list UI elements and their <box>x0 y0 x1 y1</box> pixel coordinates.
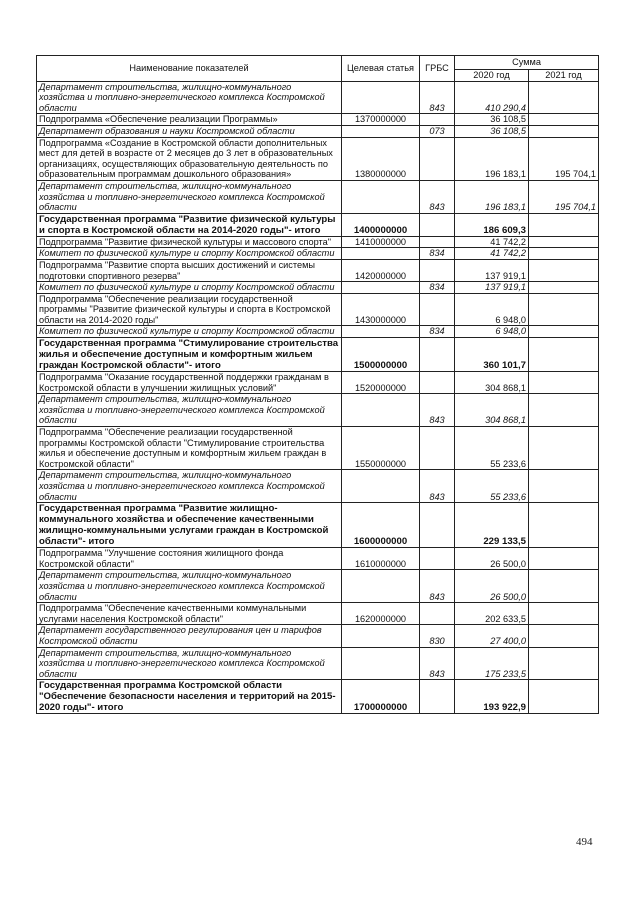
cell-grbs: 834 <box>420 326 455 338</box>
cell-name: Государственная программа "Стимулирование строительства жилья и обеспечение доступным и комфортным жильем граждан Костромской области"- итого <box>37 338 342 372</box>
cell-name: Комитет по физической культуре и спорту Костромской области <box>37 326 342 338</box>
cell-y2021 <box>529 326 599 338</box>
cell-grbs <box>420 372 455 394</box>
cell-y2021 <box>529 236 599 248</box>
cell-code: 1410000000 <box>342 236 420 248</box>
table-row <box>37 470 599 503</box>
cell-grbs <box>420 603 455 625</box>
cell-code <box>342 625 420 647</box>
table-row <box>37 647 599 680</box>
cell-grbs: 830 <box>420 625 455 647</box>
cell-y2020: 137 919,1 <box>455 282 529 294</box>
cell-code: 1430000000 <box>342 293 420 326</box>
cell-y2020: 26 500,0 <box>455 548 529 570</box>
cell-y2021 <box>529 282 599 294</box>
cell-code: 1370000000 <box>342 114 420 126</box>
cell-y2021 <box>529 338 599 372</box>
table-row <box>37 326 599 338</box>
table-row <box>37 180 599 213</box>
cell-y2020: 26 500,0 <box>455 570 529 603</box>
cell-name: Департамент строительства, жилищно-коммунального хозяйства и топливно-энергетического комплекса Костромской области <box>37 470 342 503</box>
cell-y2021 <box>529 647 599 680</box>
cell-y2020: 41 742,2 <box>455 236 529 248</box>
header-sum: Сумма <box>455 56 599 70</box>
cell-name: Подпрограмма "Обеспечение реализации государственной программы "Развитие физической культуры и спорта в Костромской области на 2014-2020 годы" <box>37 293 342 326</box>
cell-code: 1700000000 <box>342 680 420 714</box>
cell-code: 1520000000 <box>342 372 420 394</box>
cell-code: 1600000000 <box>342 503 420 548</box>
cell-name: Подпрограмма "Развитие физической культуры и массового спорта" <box>37 236 342 248</box>
cell-y2020: 304 868,1 <box>455 372 529 394</box>
cell-name: Комитет по физической культуре и спорту Костромской области <box>37 282 342 294</box>
cell-name: Подпрограмма "Обеспечение качественными коммунальными услугами населения Костромской области" <box>37 603 342 625</box>
cell-code <box>342 81 420 114</box>
cell-grbs: 843 <box>420 394 455 427</box>
cell-y2021 <box>529 503 599 548</box>
cell-grbs <box>420 338 455 372</box>
cell-name: Подпрограмма "Обеспечение реализации государственной программы Костромской области "Стимулирование строительства жилья и обеспечение доступным и комфортным жильем граждан в Костромской области" <box>37 427 342 470</box>
budget-table <box>36 55 599 714</box>
cell-code: 1610000000 <box>342 548 420 570</box>
cell-y2021 <box>529 625 599 647</box>
cell-y2021: 195 704,1 <box>529 137 599 180</box>
cell-y2020: 229 133,5 <box>455 503 529 548</box>
cell-grbs <box>420 213 455 236</box>
cell-y2020: 41 742,2 <box>455 248 529 260</box>
cell-y2021 <box>529 548 599 570</box>
header-name: Наименование показателей <box>37 56 342 82</box>
header-target-article: Целевая статья <box>342 56 420 82</box>
cell-grbs: 843 <box>420 647 455 680</box>
table-row <box>37 213 599 236</box>
table-row <box>37 427 599 470</box>
cell-y2020: 360 101,7 <box>455 338 529 372</box>
table-row <box>37 282 599 294</box>
cell-grbs: 843 <box>420 570 455 603</box>
cell-y2020: 410 290,4 <box>455 81 529 114</box>
cell-grbs <box>420 293 455 326</box>
cell-grbs <box>420 548 455 570</box>
cell-name: Государственная программа Костромской области "Обеспечение безопасности населения и территорий на 2015-2020 годы"- итого <box>37 680 342 714</box>
table-row <box>37 125 599 137</box>
cell-name: Департамент строительства, жилищно-коммунального хозяйства и топливно-энергетического комплекса Костромской области <box>37 81 342 114</box>
table-row <box>37 236 599 248</box>
table-row <box>37 81 599 114</box>
cell-name: Государственная программа "Развитие жилищно-коммунального хозяйства и обеспечение качественными жилищно-коммунальными услугами граждан в Костромской области"- итого <box>37 503 342 548</box>
cell-grbs <box>420 137 455 180</box>
table-row <box>37 394 599 427</box>
table-row <box>37 570 599 603</box>
cell-y2020: 186 609,3 <box>455 213 529 236</box>
cell-code <box>342 394 420 427</box>
cell-y2020: 137 919,1 <box>455 259 529 281</box>
cell-y2021 <box>529 293 599 326</box>
cell-y2021 <box>529 680 599 714</box>
cell-name: Департамент строительства, жилищно-коммунального хозяйства и топливно-энергетического комплекса Костромской области <box>37 647 342 680</box>
cell-name: Департамент строительства, жилищно-коммунального хозяйства и топливно-энергетического комплекса Костромской области <box>37 180 342 213</box>
cell-name: Подпрограмма «Создание в Костромской области дополнительных мест для детей в возрасте от 2 месяцев до 3 лет в образовательных организациях, осуществляющих образовательную деятельность по образовательным программам дошкольного образования» <box>37 137 342 180</box>
cell-y2020: 36 108,5 <box>455 125 529 137</box>
cell-y2020: 27 400,0 <box>455 625 529 647</box>
cell-name: Департамент строительства, жилищно-коммунального хозяйства и топливно-энергетического комплекса Костромской области <box>37 570 342 603</box>
cell-y2021 <box>529 603 599 625</box>
cell-y2021 <box>529 248 599 260</box>
page-number: 494 <box>576 836 593 848</box>
cell-code: 1500000000 <box>342 338 420 372</box>
header-year-2020: 2020 год <box>455 70 529 82</box>
cell-name: Подпрограмма "Развитие спорта высших достижений и системы подготовки спортивного резерва" <box>37 259 342 281</box>
table-row <box>37 248 599 260</box>
cell-y2020: 202 633,5 <box>455 603 529 625</box>
table-row <box>37 503 599 548</box>
cell-y2021 <box>529 114 599 126</box>
table-header <box>37 56 599 82</box>
cell-name: Подпрограмма "Оказание государственной поддержки гражданам в Костромской области в улучшении жилищных условий" <box>37 372 342 394</box>
cell-code <box>342 470 420 503</box>
table-row <box>37 259 599 281</box>
cell-grbs <box>420 680 455 714</box>
cell-code <box>342 326 420 338</box>
cell-grbs: 843 <box>420 81 455 114</box>
cell-name: Подпрограмма «Обеспечение реализации Программы» <box>37 114 342 126</box>
cell-code: 1400000000 <box>342 213 420 236</box>
cell-grbs <box>420 114 455 126</box>
table-row <box>37 680 599 714</box>
cell-y2020: 55 233,6 <box>455 427 529 470</box>
cell-name: Департамент государственного регулирования цен и тарифов Костромской области <box>37 625 342 647</box>
table-row <box>37 372 599 394</box>
table-row <box>37 137 599 180</box>
cell-y2021 <box>529 427 599 470</box>
cell-y2020: 304 868,1 <box>455 394 529 427</box>
cell-code <box>342 570 420 603</box>
cell-code <box>342 125 420 137</box>
cell-grbs: 843 <box>420 180 455 213</box>
table-row <box>37 548 599 570</box>
cell-y2020: 6 948,0 <box>455 326 529 338</box>
cell-code: 1620000000 <box>342 603 420 625</box>
cell-y2020: 36 108,5 <box>455 114 529 126</box>
header-grbs: ГРБС <box>420 56 455 82</box>
table-row <box>37 293 599 326</box>
cell-code: 1420000000 <box>342 259 420 281</box>
cell-y2020: 196 183,1 <box>455 180 529 213</box>
cell-name: Комитет по физической культуре и спорту Костромской области <box>37 248 342 260</box>
cell-y2021: 195 704,1 <box>529 180 599 213</box>
cell-code <box>342 248 420 260</box>
cell-name: Департамент образования и науки Костромской области <box>37 125 342 137</box>
cell-grbs <box>420 259 455 281</box>
cell-code: 1550000000 <box>342 427 420 470</box>
cell-y2021 <box>529 372 599 394</box>
cell-name: Подпрограмма "Улучшение состояния жилищного фонда Костромской области" <box>37 548 342 570</box>
table-row <box>37 603 599 625</box>
table-row <box>37 114 599 126</box>
cell-y2021 <box>529 470 599 503</box>
table-row <box>37 338 599 372</box>
table-body <box>37 81 599 714</box>
cell-code: 1380000000 <box>342 137 420 180</box>
header-year-2021: 2021 год <box>529 70 599 82</box>
budget-table-container <box>36 55 598 714</box>
cell-y2021 <box>529 570 599 603</box>
table-row <box>37 625 599 647</box>
cell-grbs <box>420 236 455 248</box>
cell-grbs: 834 <box>420 282 455 294</box>
cell-grbs: 834 <box>420 248 455 260</box>
cell-y2020: 175 233,5 <box>455 647 529 680</box>
cell-y2020: 6 948,0 <box>455 293 529 326</box>
cell-y2021 <box>529 125 599 137</box>
cell-grbs: 073 <box>420 125 455 137</box>
cell-y2021 <box>529 81 599 114</box>
cell-y2020: 193 922,9 <box>455 680 529 714</box>
cell-grbs: 843 <box>420 470 455 503</box>
cell-name: Департамент строительства, жилищно-коммунального хозяйства и топливно-энергетического комплекса Костромской области <box>37 394 342 427</box>
cell-code <box>342 282 420 294</box>
cell-y2020: 196 183,1 <box>455 137 529 180</box>
cell-grbs <box>420 427 455 470</box>
cell-grbs <box>420 503 455 548</box>
cell-y2021 <box>529 394 599 427</box>
cell-code <box>342 180 420 213</box>
cell-y2021 <box>529 213 599 236</box>
cell-y2021 <box>529 259 599 281</box>
cell-name: Государственная программа "Развитие физической культуры и спорта в Костромской области на 2014-2020 годы"- итого <box>37 213 342 236</box>
cell-y2020: 55 233,6 <box>455 470 529 503</box>
cell-code <box>342 647 420 680</box>
